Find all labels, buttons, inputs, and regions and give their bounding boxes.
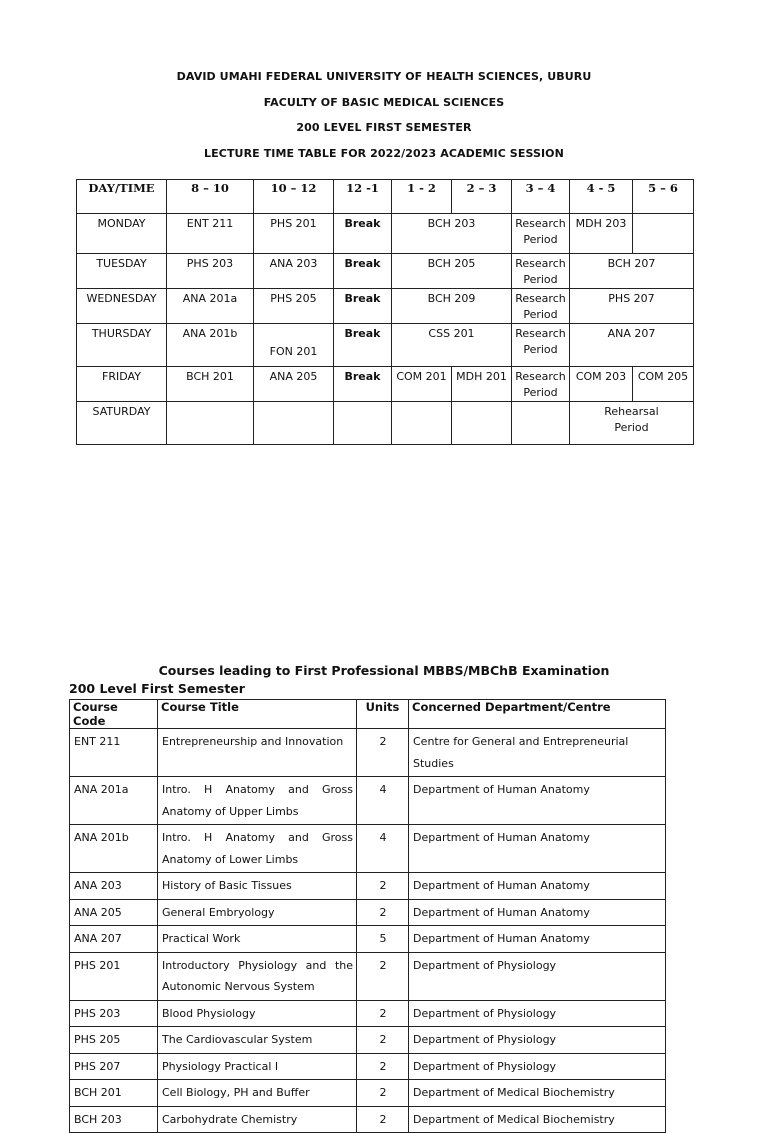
course-dept-cell: Centre for General and Entrepreneurial Studies: [409, 729, 666, 777]
slot-cell: COM 205: [633, 367, 694, 402]
course-dept-cell: Department of Physiology: [409, 1053, 666, 1080]
period-label: Period: [523, 343, 558, 356]
course-code-cell: ANA 205: [70, 899, 158, 926]
course-row: [70, 729, 666, 777]
course-title-cell: The Cardiovascular System: [158, 1027, 357, 1054]
course-units-cell: 5: [357, 926, 409, 953]
timetable-row-monday: [77, 214, 694, 254]
course-code-cell: PHS 203: [70, 1000, 158, 1027]
course-title-cell: Blood Physiology: [158, 1000, 357, 1027]
course-dept-cell: Department of Human Anatomy: [409, 777, 666, 825]
course-units-cell: 2: [357, 952, 409, 1000]
day-cell: WEDNESDAY: [77, 289, 167, 324]
research-cell: [512, 254, 570, 289]
empty-cell: [633, 214, 694, 254]
day-cell: FRIDAY: [77, 367, 167, 402]
research-label: Research: [515, 292, 566, 305]
research-cell: [512, 324, 570, 367]
course-units-cell: 2: [357, 1053, 409, 1080]
course-units-cell: 2: [357, 1106, 409, 1133]
course-title-cell: Physiology Practical I: [158, 1053, 357, 1080]
research-cell: [512, 289, 570, 324]
slot-cell: ANA 207: [570, 324, 694, 367]
slot-cell: FON 201: [254, 324, 334, 367]
course-row: [70, 873, 666, 900]
course-row: [70, 777, 666, 825]
course-units-cell: 4: [357, 825, 409, 873]
course-dept-cell: Department of Medical Biochemistry: [409, 1106, 666, 1133]
research-label: Research: [515, 327, 566, 340]
empty-cell: [512, 402, 570, 445]
timetable-header-row: [77, 180, 694, 214]
course-title-cell: Introductory Physiology and the Autonomic Nervous System: [158, 952, 357, 1000]
col-header-units: Units: [357, 700, 409, 729]
rehearsal-label: Rehearsal: [604, 405, 659, 418]
empty-cell: [334, 402, 392, 445]
slot-cell: BCH 203: [392, 214, 512, 254]
course-row: [70, 926, 666, 953]
course-code-cell: PHS 207: [70, 1053, 158, 1080]
course-dept-cell: Department of Human Anatomy: [409, 873, 666, 900]
slot-cell: PHS 207: [570, 289, 694, 324]
course-row: [70, 825, 666, 873]
semester-label: 200 Level First Semester: [69, 681, 245, 696]
course-row: [70, 1053, 666, 1080]
course-units-cell: 2: [357, 729, 409, 777]
course-units-cell: 4: [357, 777, 409, 825]
col-header-course-code: Course Code: [70, 700, 158, 729]
courses-table: [69, 699, 666, 1133]
empty-cell: [392, 402, 452, 445]
period-label: Period: [523, 308, 558, 321]
course-row: [70, 952, 666, 1000]
timetable-row-tuesday: [77, 254, 694, 289]
timetable-row-friday: [77, 367, 694, 402]
break-cell: Break: [334, 289, 392, 324]
research-cell: [512, 214, 570, 254]
col-header-1-2: 1 - 2: [392, 180, 452, 214]
course-code-cell: ENT 211: [70, 729, 158, 777]
slot-cell: MDH 201: [452, 367, 512, 402]
course-row: [70, 1000, 666, 1027]
slot-cell: PHS 205: [254, 289, 334, 324]
course-title-cell: Cell Biology, PH and Buffer: [158, 1080, 357, 1107]
courses-header-row: [70, 700, 666, 729]
course-code-cell: PHS 201: [70, 952, 158, 1000]
slot-cell: BCH 201: [167, 367, 254, 402]
slot-cell: ENT 211: [167, 214, 254, 254]
col-header-2-3: 2 – 3: [452, 180, 512, 214]
level-title: 200 LEVEL FIRST SEMESTER: [296, 121, 472, 134]
period-label: Period: [614, 421, 649, 434]
university-name: DAVID UMAHI FEDERAL UNIVERSITY OF HEALTH SCIENCES, UBURU: [176, 70, 592, 83]
course-code-cell: ANA 207: [70, 926, 158, 953]
slot-cell: COM 203: [570, 367, 633, 402]
empty-cell: [254, 402, 334, 445]
course-code-cell: BCH 201: [70, 1080, 158, 1107]
course-row: [70, 1080, 666, 1107]
course-dept-cell: Department of Physiology: [409, 1027, 666, 1054]
col-header-12-1: 12 -1: [334, 180, 392, 214]
course-units-cell: 2: [357, 1000, 409, 1027]
slot-cell: COM 201: [392, 367, 452, 402]
timetable-row-saturday: [77, 402, 694, 445]
course-units-cell: 2: [357, 899, 409, 926]
col-header-4-5: 4 - 5: [570, 180, 633, 214]
timetable-row-thursday: [77, 324, 694, 367]
slot-cell: ANA 203: [254, 254, 334, 289]
slot-cell: MDH 203: [570, 214, 633, 254]
col-header-department: Concerned Department/Centre: [409, 700, 666, 729]
course-dept-cell: Department of Human Anatomy: [409, 926, 666, 953]
col-header-course-title: Course Title: [158, 700, 357, 729]
course-title-cell: Intro. H Anatomy and Gross Anatomy of Lower Limbs: [158, 825, 357, 873]
course-code-cell: BCH 203: [70, 1106, 158, 1133]
slot-cell: BCH 209: [392, 289, 512, 324]
research-cell: [512, 367, 570, 402]
course-code-cell: ANA 203: [70, 873, 158, 900]
course-title-cell: Carbohydrate Chemistry: [158, 1106, 357, 1133]
day-cell: TUESDAY: [77, 254, 167, 289]
course-dept-cell: Department of Physiology: [409, 952, 666, 1000]
slot-cell: PHS 203: [167, 254, 254, 289]
course-code-cell: ANA 201a: [70, 777, 158, 825]
faculty-name: FACULTY OF BASIC MEDICAL SCIENCES: [263, 96, 505, 109]
course-units-cell: 2: [357, 873, 409, 900]
course-dept-cell: Department of Physiology: [409, 1000, 666, 1027]
research-label: Research: [515, 370, 566, 383]
slot-cell: ANA 201a: [167, 289, 254, 324]
course-row: [70, 1106, 666, 1133]
period-label: Period: [523, 273, 558, 286]
timetable-row-wednesday: [77, 289, 694, 324]
col-header-10-12: 10 – 12: [254, 180, 334, 214]
slot-cell: ANA 201b: [167, 324, 254, 367]
period-label: Period: [523, 233, 558, 246]
col-header-daytime: DAY/TIME: [77, 180, 167, 214]
break-cell: Break: [334, 214, 392, 254]
course-title-cell: General Embryology: [158, 899, 357, 926]
break-cell: Break: [334, 324, 392, 367]
course-dept-cell: Department of Human Anatomy: [409, 899, 666, 926]
course-code-cell: PHS 205: [70, 1027, 158, 1054]
research-label: Research: [515, 217, 566, 230]
period-label: Period: [523, 386, 558, 399]
rehearsal-cell: [570, 402, 694, 445]
courses-title: Courses leading to First Professional MBBS/MBChB Examination: [158, 663, 610, 678]
day-cell: THURSDAY: [77, 324, 167, 367]
course-units-cell: 2: [357, 1027, 409, 1054]
empty-cell: [167, 402, 254, 445]
slot-cell: PHS 201: [254, 214, 334, 254]
course-units-cell: 2: [357, 1080, 409, 1107]
course-title-cell: Practical Work: [158, 926, 357, 953]
course-row: [70, 1027, 666, 1054]
empty-cell: [452, 402, 512, 445]
break-cell: Break: [334, 254, 392, 289]
day-cell: MONDAY: [77, 214, 167, 254]
research-label: Research: [515, 257, 566, 270]
day-cell: SATURDAY: [77, 402, 167, 445]
course-code-cell: ANA 201b: [70, 825, 158, 873]
course-title-cell: History of Basic Tissues: [158, 873, 357, 900]
course-title-cell: Entrepreneurship and Innovation: [158, 729, 357, 777]
break-cell: Break: [334, 367, 392, 402]
course-row: [70, 899, 666, 926]
slot-cell: BCH 207: [570, 254, 694, 289]
course-dept-cell: Department of Medical Biochemistry: [409, 1080, 666, 1107]
course-dept-cell: Department of Human Anatomy: [409, 825, 666, 873]
session-title: LECTURE TIME TABLE FOR 2022/2023 ACADEMIC SESSION: [204, 147, 564, 160]
col-header-3-4: 3 – 4: [512, 180, 570, 214]
slot-cell: ANA 205: [254, 367, 334, 402]
col-header-5-6: 5 – 6: [633, 180, 694, 214]
slot-cell: BCH 205: [392, 254, 512, 289]
col-header-8-10: 8 – 10: [167, 180, 254, 214]
slot-cell: CSS 201: [392, 324, 512, 367]
course-title-cell: Intro. H Anatomy and Gross Anatomy of Upper Limbs: [158, 777, 357, 825]
lecture-timetable: [76, 179, 694, 445]
